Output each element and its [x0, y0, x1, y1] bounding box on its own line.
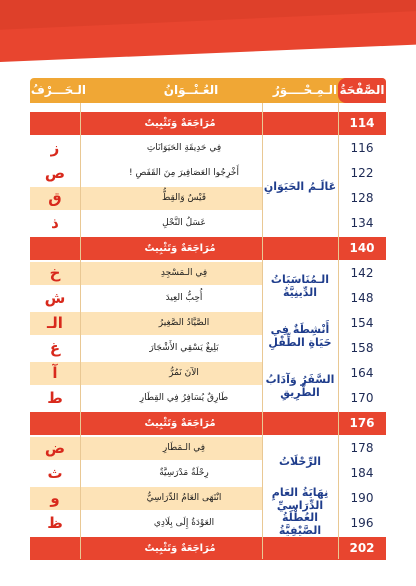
page-number: 122 — [350, 166, 374, 180]
letter: ص — [44, 164, 66, 182]
header-title: العُـنْــوَانُ — [163, 83, 219, 97]
page-number: 158 — [350, 341, 374, 355]
lesson-cell — [30, 287, 262, 310]
letter: ث — [47, 464, 63, 482]
lesson-cell — [30, 262, 262, 285]
page-number: 190 — [350, 491, 374, 505]
page-number: 178 — [350, 441, 374, 455]
page-number: 116 — [350, 141, 374, 155]
column-divider — [338, 103, 339, 559]
unit-label: نِهَايَةُ العَامِ الدِّرَاسِيِّ — [262, 487, 338, 510]
lesson-title: فِي حَدِيقَةِ الحَيَوَانَاتِ — [146, 143, 222, 153]
page-number: 140 — [349, 241, 375, 255]
page-number: 164 — [350, 366, 374, 380]
column-divider — [262, 103, 263, 559]
lesson-title: بَلِيغٌ يَسْقِي الأَشْجَارَ — [149, 343, 219, 353]
lesson-cell — [30, 312, 262, 335]
lesson-cell — [30, 162, 262, 185]
lesson-title: رِحْلَةٌ مَدْرَسِيَّةٌ — [159, 468, 209, 478]
page-number: 184 — [350, 466, 374, 480]
letter: آ — [52, 364, 58, 382]
lesson-title: انْتَهَى العَامُ الدِّرَاسِيُّ — [146, 493, 222, 503]
unit-label: أَنْشِطَةٌ فِي حَيَاةِ الطِّفْلِ — [262, 312, 338, 360]
lesson-cell — [30, 387, 262, 410]
letter: ط — [47, 389, 63, 407]
lesson-cell — [30, 187, 262, 210]
table-of-contents — [30, 78, 386, 559]
letter: ض — [44, 439, 66, 457]
letter: غ — [49, 339, 61, 357]
letter: الـ — [47, 314, 63, 332]
lesson-cell — [30, 137, 262, 160]
page-number: 128 — [350, 191, 374, 205]
review-title: مُرَاجَعَةٌ وَتَثْبِيتٌ — [144, 543, 216, 554]
lesson-title: قَيْسٌ وَالقِطُّ — [161, 193, 207, 203]
page-number: 134 — [350, 216, 374, 230]
lesson-cell — [30, 462, 262, 485]
letter: ذ — [51, 214, 59, 232]
lesson-cell — [30, 337, 262, 360]
letter: ز — [50, 139, 60, 157]
review-row — [30, 412, 386, 435]
review-title: مُرَاجَعَةٌ وَتَثْبِيتٌ — [144, 243, 216, 254]
lesson-cell — [30, 512, 262, 535]
lesson-title: أَخْرِجُوا العَصَافِيرَ مِنَ القَفَصِ ! — [129, 168, 239, 178]
lesson-title: أُحِبُّ العِيدَ — [165, 293, 203, 303]
page-number: 142 — [350, 266, 374, 280]
page-number: 170 — [350, 391, 374, 405]
lesson-title: عَسَلُ النَّحْلِ — [162, 218, 206, 228]
lesson-cell — [30, 212, 262, 235]
column-divider — [80, 103, 81, 559]
page-number: 114 — [349, 116, 375, 130]
unit-label: العُطْلَةُ الصَّيْفِيَّةُ — [262, 512, 338, 535]
lesson-title: الصَّيَّادُ الصَّغِيرُ — [158, 318, 210, 328]
review-title: مُرَاجَعَةٌ وَتَثْبِيتٌ — [144, 118, 216, 129]
unit-label: الرِّحْلَاتُ — [262, 437, 338, 485]
lesson-title: فِي الـمَطَارِ — [162, 443, 206, 453]
lesson-title: الآنَ نَمُرُّ — [169, 368, 199, 378]
review-row — [30, 112, 386, 135]
unit-label: الـمُنَاسَبَاتُ الدِّينِيَّةُ — [262, 262, 338, 310]
letter: ش — [44, 289, 66, 307]
lesson-title: فِي الـمَسْجِدِ — [160, 268, 208, 278]
lesson-cell — [30, 437, 262, 460]
header-unit: الـمِـحْــــوَرُ — [272, 83, 338, 97]
unit-label: السَّفَرُ وَآدَابُ الطَّرِيقِ — [262, 362, 338, 410]
review-row — [30, 537, 386, 560]
letter: ق — [48, 189, 62, 207]
page-number: 196 — [350, 516, 374, 530]
letter: خ — [49, 264, 61, 282]
page-number: 148 — [350, 291, 374, 305]
toc-header — [30, 78, 386, 103]
lesson-title: العَوْدَةُ إِلَى بِلَادِي — [153, 518, 215, 528]
letter: و — [50, 489, 60, 507]
page-number: 154 — [350, 316, 374, 330]
page-number: 202 — [349, 541, 375, 555]
unit-label: عَالَـمُ الحَيَوَانِ — [262, 137, 338, 235]
page-number: 176 — [349, 416, 375, 430]
lesson-cell — [30, 487, 262, 510]
header-page: الصَّفْحَةُ — [338, 78, 386, 103]
header-letter: الـحَـــرْفُ — [30, 83, 86, 97]
letter: ظ — [47, 514, 63, 532]
review-row — [30, 237, 386, 260]
review-title: مُرَاجَعَةٌ وَتَثْبِيتٌ — [144, 418, 216, 429]
lesson-cell — [30, 362, 262, 385]
lesson-title: طَارِقٌ يُسَافِرُ فِي القِطَارِ — [139, 393, 229, 403]
